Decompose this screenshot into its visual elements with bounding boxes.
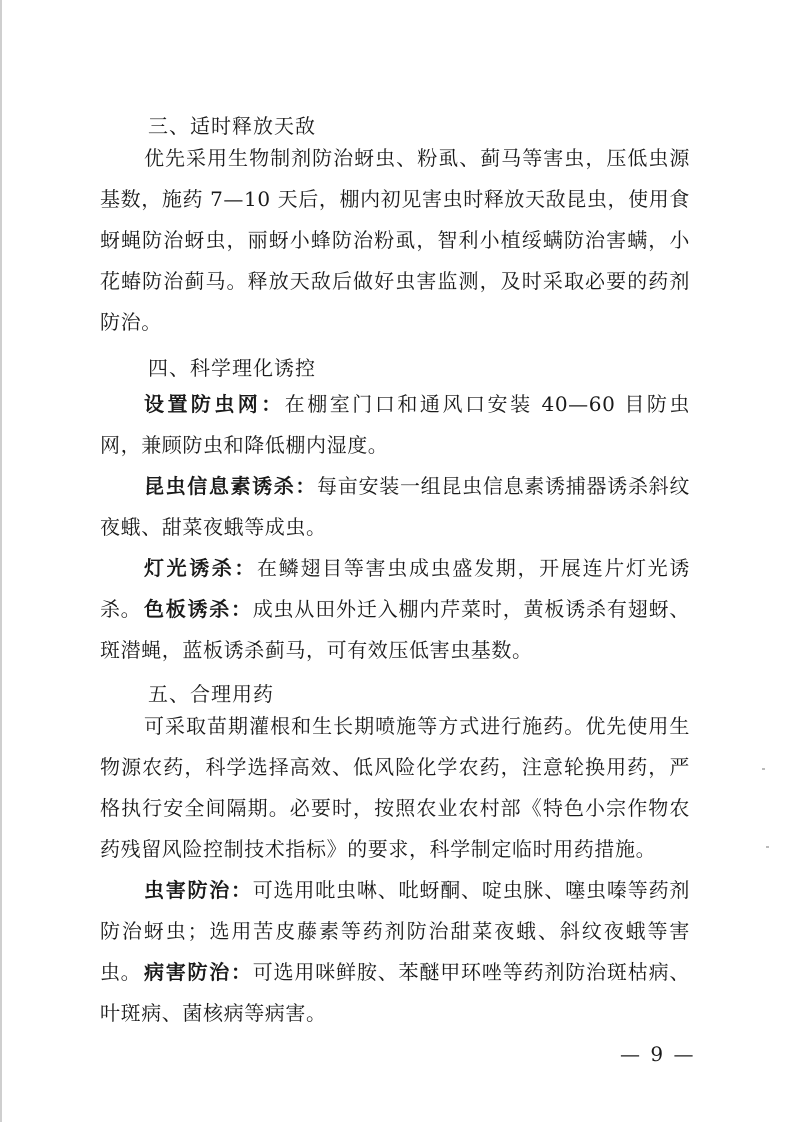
measure-color-board-text: 成虫从田外迁入棚内芹菜时，黄板诱杀有翅蚜、斑潜蝇，蓝板诱杀蓟马，可有效压低害虫基数。	[100, 597, 690, 662]
measure-insect-net-lead: 设置防虫网：	[144, 392, 285, 416]
section-5-paragraph: 可采取苗期灌根和生长期喷施等方式进行施药。优先使用生物源农药，科学选择高效、低风险化学农药，注意轮换用药，严格执行安全间隔期。必要时，按照农业农村部《特色小宗作物农药残留风险控制技术指标》的要求，科学制定临时用药措施。	[100, 714, 690, 861]
measure-color-board	[100, 589, 690, 671]
measure-insect-net	[100, 384, 690, 466]
measure-pest-control-text: 可选用吡虫啉、吡蚜酮、啶虫脒、噻虫嗪等药剂防治蚜虫；选用苦皮藤素等药剂防治甜菜夜蛾、斜纹夜蛾等害虫。	[100, 878, 690, 984]
section-3-heading: 三、适时释放天敌	[148, 114, 316, 138]
section-5-heading: 五、合理用药	[148, 682, 274, 706]
section-4-heading: 四、科学理化诱控	[148, 356, 316, 380]
measure-light-trap-text: 在鳞翅目等害虫成虫盛发期，开展连片灯光诱杀。	[100, 556, 691, 621]
measure-pheromone-lead: 昆虫信息素诱杀：	[144, 474, 318, 498]
page-edge	[0, 0, 2, 1122]
measure-pest-control-lead: 虫害防治：	[144, 878, 253, 902]
scan-speck	[762, 768, 765, 770]
measure-disease-control-lead: 病害防治：	[144, 960, 253, 984]
measure-disease-control	[100, 952, 690, 1034]
measure-insect-net-text: 在棚室门口和通风口安装 40—60 目防虫网，兼顾防虫和降低棚内湿度。	[100, 392, 690, 457]
measure-disease-control-text: 可选用咪鲜胺、苯醚甲环唑等药剂防治斑枯病、叶斑病、菌核病等病害。	[100, 960, 690, 1025]
page-number: — 9 —	[620, 1042, 696, 1066]
scan-speck	[766, 846, 769, 848]
measure-color-board-lead: 色板诱杀：	[144, 597, 253, 621]
measure-pheromone-text: 每亩安装一组昆虫信息素诱捕器诱杀斜纹夜蛾、甜菜夜蛾等成虫。	[100, 474, 690, 539]
measure-pheromone	[100, 466, 690, 548]
measure-light-trap-lead: 灯光诱杀：	[144, 556, 258, 580]
section-3-paragraph: 优先采用生物制剂防治蚜虫、粉虱、蓟马等害虫，压低虫源基数，施药 7—10 天后，棚内初见害虫时释放天敌昆虫，使用食蚜蝇防治蚜虫，丽蚜小蜂防治粉虱，智利小植绥螨防治害螨，小花蝽防治蓟马。释放天敌后做好虫害监测，及时采取必要的药剂防治。	[100, 146, 690, 334]
